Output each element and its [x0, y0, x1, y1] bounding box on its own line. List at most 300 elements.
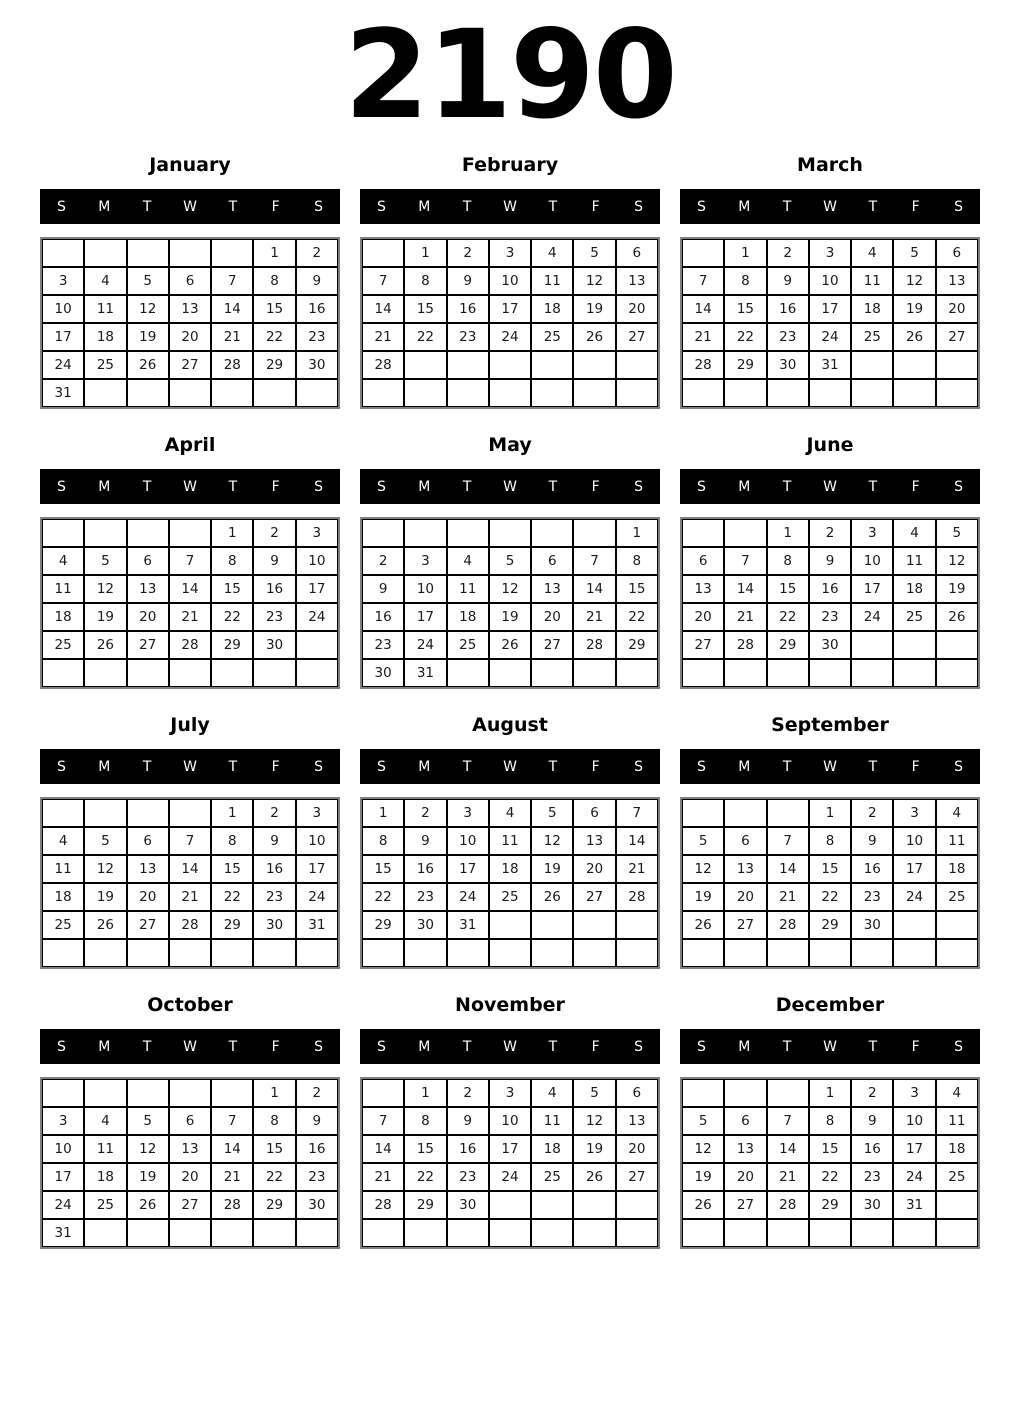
- date-cell: 3: [489, 239, 531, 267]
- month-title: March: [797, 154, 863, 176]
- date-cell: 10: [893, 827, 935, 855]
- month-november: [360, 994, 660, 1249]
- date-cell: 27: [127, 631, 169, 659]
- date-cell: 10: [404, 575, 446, 603]
- empty-cell: [169, 1079, 211, 1107]
- date-cell: 22: [253, 1163, 295, 1191]
- date-cell: 21: [362, 323, 404, 351]
- weekday-label: M: [98, 478, 111, 495]
- date-cell: 2: [253, 519, 295, 547]
- date-cell: 11: [42, 575, 84, 603]
- date-cell: 8: [253, 267, 295, 295]
- weekday-label: S: [314, 758, 324, 775]
- date-cell: 9: [767, 267, 809, 295]
- weekday-header-row: [40, 749, 340, 784]
- weekday-label: M: [738, 1038, 751, 1055]
- weekday-label: F: [591, 1038, 600, 1055]
- date-cell: 27: [573, 883, 615, 911]
- date-cell: 18: [447, 603, 489, 631]
- weekday-label: T: [228, 198, 238, 215]
- date-cell: 12: [682, 1135, 724, 1163]
- empty-cell: [682, 799, 724, 827]
- date-cell: 24: [893, 1163, 935, 1191]
- date-cell: 7: [767, 827, 809, 855]
- empty-cell: [616, 1219, 658, 1247]
- date-cell: 25: [893, 603, 935, 631]
- date-cell: 2: [362, 547, 404, 575]
- weekday-label: S: [56, 1038, 66, 1055]
- date-cell: 12: [682, 855, 724, 883]
- empty-cell: [84, 939, 126, 967]
- date-cell: 29: [767, 631, 809, 659]
- date-cell: 28: [169, 911, 211, 939]
- empty-cell: [84, 239, 126, 267]
- date-cell: 24: [296, 603, 338, 631]
- date-cell: 20: [724, 1163, 766, 1191]
- month-title: August: [472, 714, 548, 736]
- date-cell: 25: [84, 351, 126, 379]
- date-cell: 3: [296, 519, 338, 547]
- empty-cell: [362, 519, 404, 547]
- date-cell: 28: [767, 1191, 809, 1219]
- date-cell: 23: [404, 883, 446, 911]
- date-cell: 2: [809, 519, 851, 547]
- weekday-header-row: [360, 189, 660, 224]
- date-cell: 17: [42, 1163, 84, 1191]
- empty-cell: [767, 939, 809, 967]
- weekday-label: F: [591, 198, 600, 215]
- date-cell: 5: [489, 547, 531, 575]
- date-cell: 13: [724, 1135, 766, 1163]
- date-cell: 28: [211, 1191, 253, 1219]
- date-cell: 27: [127, 911, 169, 939]
- date-cell: 29: [616, 631, 658, 659]
- date-cell: 21: [362, 1163, 404, 1191]
- date-cell: 6: [531, 547, 573, 575]
- date-cell: 21: [169, 603, 211, 631]
- date-cell: 23: [253, 603, 295, 631]
- date-cell: 3: [893, 1079, 935, 1107]
- date-cell: 21: [616, 855, 658, 883]
- weekday-label: T: [462, 758, 472, 775]
- date-cell: 24: [809, 323, 851, 351]
- date-cell: 14: [362, 1135, 404, 1163]
- date-grid: [680, 517, 980, 689]
- date-cell: 4: [936, 1079, 978, 1107]
- weekday-label: T: [142, 1038, 152, 1055]
- date-cell: 8: [253, 1107, 295, 1135]
- weekday-label: M: [418, 198, 431, 215]
- date-cell: 11: [893, 547, 935, 575]
- empty-cell: [362, 379, 404, 407]
- date-cell: 14: [169, 855, 211, 883]
- date-cell: 28: [724, 631, 766, 659]
- weekday-label: S: [56, 478, 66, 495]
- date-cell: 23: [296, 1163, 338, 1191]
- date-cell: 24: [851, 603, 893, 631]
- empty-cell: [682, 1219, 724, 1247]
- date-cell: 5: [936, 519, 978, 547]
- date-cell: 28: [362, 1191, 404, 1219]
- weekday-label: W: [503, 198, 517, 215]
- date-cell: 16: [296, 1135, 338, 1163]
- empty-cell: [893, 911, 935, 939]
- empty-cell: [724, 659, 766, 687]
- empty-cell: [42, 519, 84, 547]
- date-cell: 8: [809, 827, 851, 855]
- date-cell: 13: [573, 827, 615, 855]
- date-cell: 17: [851, 575, 893, 603]
- date-cell: 11: [531, 1107, 573, 1135]
- date-cell: 23: [253, 883, 295, 911]
- date-cell: 8: [767, 547, 809, 575]
- date-cell: 30: [362, 659, 404, 687]
- date-cell: 8: [362, 827, 404, 855]
- date-cell: 15: [211, 575, 253, 603]
- date-cell: 1: [253, 1079, 295, 1107]
- date-cell: 29: [253, 1191, 295, 1219]
- date-grid: [40, 517, 340, 689]
- weekday-label: M: [738, 198, 751, 215]
- date-cell: 13: [127, 575, 169, 603]
- date-cell: 24: [489, 323, 531, 351]
- date-cell: 7: [616, 799, 658, 827]
- date-cell: 19: [531, 855, 573, 883]
- date-cell: 19: [127, 1163, 169, 1191]
- weekday-label: T: [462, 198, 472, 215]
- weekday-label: F: [911, 198, 920, 215]
- date-cell: 1: [404, 239, 446, 267]
- empty-cell: [893, 939, 935, 967]
- date-cell: 20: [169, 323, 211, 351]
- empty-cell: [211, 1219, 253, 1247]
- empty-cell: [531, 1219, 573, 1247]
- empty-cell: [127, 379, 169, 407]
- empty-cell: [851, 1219, 893, 1247]
- date-cell: 10: [296, 547, 338, 575]
- date-cell: 13: [616, 267, 658, 295]
- weekday-label: W: [503, 1038, 517, 1055]
- date-cell: 27: [682, 631, 724, 659]
- weekday-label: F: [911, 1038, 920, 1055]
- weekday-label: S: [696, 198, 706, 215]
- weekday-label: T: [868, 758, 878, 775]
- empty-cell: [253, 659, 295, 687]
- date-cell: 28: [362, 351, 404, 379]
- date-cell: 24: [489, 1163, 531, 1191]
- empty-cell: [84, 519, 126, 547]
- weekday-label: S: [634, 478, 644, 495]
- date-cell: 20: [936, 295, 978, 323]
- empty-cell: [84, 1219, 126, 1247]
- empty-cell: [404, 519, 446, 547]
- date-cell: 11: [531, 267, 573, 295]
- date-cell: 7: [169, 547, 211, 575]
- date-cell: 5: [84, 827, 126, 855]
- date-grid: [360, 237, 660, 409]
- date-cell: 20: [682, 603, 724, 631]
- empty-cell: [724, 939, 766, 967]
- weekday-label: F: [271, 198, 280, 215]
- weekday-label: M: [98, 1038, 111, 1055]
- date-cell: 20: [573, 855, 615, 883]
- empty-cell: [169, 239, 211, 267]
- month-title: October: [147, 994, 233, 1016]
- date-cell: 12: [531, 827, 573, 855]
- weekday-label: S: [954, 198, 964, 215]
- date-cell: 24: [42, 351, 84, 379]
- weekday-label: T: [142, 758, 152, 775]
- weekday-header-row: [40, 469, 340, 504]
- date-cell: 1: [767, 519, 809, 547]
- date-cell: 4: [42, 827, 84, 855]
- weekday-label: W: [183, 758, 197, 775]
- date-cell: 23: [851, 883, 893, 911]
- date-cell: 28: [573, 631, 615, 659]
- empty-cell: [893, 659, 935, 687]
- date-cell: 21: [211, 1163, 253, 1191]
- date-cell: 7: [211, 267, 253, 295]
- empty-cell: [404, 351, 446, 379]
- month-title: June: [806, 434, 854, 456]
- date-cell: 20: [127, 603, 169, 631]
- date-cell: 3: [447, 799, 489, 827]
- empty-cell: [616, 939, 658, 967]
- date-cell: 29: [253, 351, 295, 379]
- date-cell: 1: [809, 1079, 851, 1107]
- empty-cell: [767, 1079, 809, 1107]
- empty-cell: [84, 659, 126, 687]
- empty-cell: [573, 379, 615, 407]
- empty-cell: [809, 1219, 851, 1247]
- date-cell: 19: [893, 295, 935, 323]
- date-cell: 14: [724, 575, 766, 603]
- date-cell: 7: [362, 1107, 404, 1135]
- date-cell: 25: [447, 631, 489, 659]
- date-cell: 6: [682, 547, 724, 575]
- weekday-label: T: [548, 478, 558, 495]
- date-cell: 16: [253, 855, 295, 883]
- date-cell: 22: [724, 323, 766, 351]
- date-cell: 5: [682, 827, 724, 855]
- date-cell: 17: [404, 603, 446, 631]
- date-cell: 19: [573, 1135, 615, 1163]
- weekday-label: T: [782, 478, 792, 495]
- date-cell: 8: [616, 547, 658, 575]
- date-cell: 27: [936, 323, 978, 351]
- weekday-header-row: [40, 1029, 340, 1064]
- date-cell: 2: [296, 239, 338, 267]
- date-cell: 4: [489, 799, 531, 827]
- date-cell: 30: [253, 911, 295, 939]
- date-cell: 20: [724, 883, 766, 911]
- empty-cell: [767, 659, 809, 687]
- date-cell: 11: [851, 267, 893, 295]
- date-cell: 13: [169, 1135, 211, 1163]
- date-cell: 16: [253, 575, 295, 603]
- date-cell: 20: [616, 1135, 658, 1163]
- empty-cell: [362, 1079, 404, 1107]
- date-cell: 27: [531, 631, 573, 659]
- empty-cell: [84, 379, 126, 407]
- weekday-label: M: [98, 758, 111, 775]
- date-cell: 12: [573, 267, 615, 295]
- date-cell: 9: [851, 1107, 893, 1135]
- date-cell: 21: [211, 323, 253, 351]
- date-cell: 6: [724, 1107, 766, 1135]
- date-cell: 3: [42, 1107, 84, 1135]
- weekday-label: T: [548, 198, 558, 215]
- date-cell: 12: [127, 1135, 169, 1163]
- date-cell: 29: [724, 351, 766, 379]
- date-cell: 12: [127, 295, 169, 323]
- weekday-label: S: [954, 1038, 964, 1055]
- date-cell: 14: [682, 295, 724, 323]
- date-cell: 15: [404, 1135, 446, 1163]
- empty-cell: [573, 659, 615, 687]
- empty-cell: [724, 1219, 766, 1247]
- date-grid: [680, 797, 980, 969]
- empty-cell: [362, 1219, 404, 1247]
- date-cell: 31: [404, 659, 446, 687]
- date-grid: [360, 517, 660, 689]
- weekday-label: S: [376, 1038, 386, 1055]
- empty-cell: [127, 659, 169, 687]
- date-cell: 31: [893, 1191, 935, 1219]
- empty-cell: [616, 351, 658, 379]
- date-cell: 12: [936, 547, 978, 575]
- empty-cell: [253, 379, 295, 407]
- date-cell: 29: [404, 1191, 446, 1219]
- date-cell: 1: [253, 239, 295, 267]
- empty-cell: [127, 1219, 169, 1247]
- date-cell: 16: [404, 855, 446, 883]
- date-cell: 22: [362, 883, 404, 911]
- weekday-label: S: [376, 478, 386, 495]
- empty-cell: [573, 911, 615, 939]
- date-cell: 19: [573, 295, 615, 323]
- weekday-header-row: [360, 749, 660, 784]
- date-cell: 16: [362, 603, 404, 631]
- date-cell: 3: [893, 799, 935, 827]
- date-cell: 21: [169, 883, 211, 911]
- date-cell: 25: [531, 323, 573, 351]
- date-cell: 31: [447, 911, 489, 939]
- date-cell: 5: [682, 1107, 724, 1135]
- date-cell: 30: [767, 351, 809, 379]
- month-february: [360, 154, 660, 409]
- date-cell: 17: [489, 295, 531, 323]
- date-cell: 28: [616, 883, 658, 911]
- weekday-header-row: [680, 469, 980, 504]
- date-cell: 27: [616, 323, 658, 351]
- date-cell: 18: [42, 603, 84, 631]
- date-cell: 29: [809, 911, 851, 939]
- empty-cell: [84, 1079, 126, 1107]
- date-cell: 28: [682, 351, 724, 379]
- weekday-label: S: [696, 1038, 706, 1055]
- date-cell: 4: [936, 799, 978, 827]
- date-cell: 15: [724, 295, 766, 323]
- date-cell: 25: [851, 323, 893, 351]
- date-cell: 9: [362, 575, 404, 603]
- weekday-label: T: [868, 1038, 878, 1055]
- date-cell: 10: [851, 547, 893, 575]
- month-april: [40, 434, 340, 689]
- date-cell: 14: [169, 575, 211, 603]
- date-cell: 16: [447, 1135, 489, 1163]
- date-cell: 30: [296, 351, 338, 379]
- date-cell: 6: [169, 267, 211, 295]
- date-cell: 8: [404, 1107, 446, 1135]
- empty-cell: [851, 659, 893, 687]
- date-cell: 19: [84, 603, 126, 631]
- date-cell: 31: [42, 379, 84, 407]
- date-cell: 4: [531, 239, 573, 267]
- empty-cell: [489, 659, 531, 687]
- weekday-label: F: [271, 478, 280, 495]
- weekday-label: F: [271, 1038, 280, 1055]
- month-june: [680, 434, 980, 689]
- empty-cell: [809, 659, 851, 687]
- empty-cell: [42, 659, 84, 687]
- empty-cell: [936, 911, 978, 939]
- date-cell: 2: [404, 799, 446, 827]
- date-cell: 24: [42, 1191, 84, 1219]
- date-cell: 1: [404, 1079, 446, 1107]
- date-cell: 26: [573, 323, 615, 351]
- weekday-label: T: [868, 478, 878, 495]
- date-cell: 26: [573, 1163, 615, 1191]
- weekday-label: W: [503, 758, 517, 775]
- empty-cell: [893, 1219, 935, 1247]
- date-cell: 4: [84, 267, 126, 295]
- empty-cell: [809, 379, 851, 407]
- date-cell: 22: [404, 1163, 446, 1191]
- date-cell: 10: [42, 295, 84, 323]
- empty-cell: [936, 379, 978, 407]
- date-cell: 30: [809, 631, 851, 659]
- weekday-label: T: [782, 198, 792, 215]
- empty-cell: [127, 519, 169, 547]
- date-cell: 9: [809, 547, 851, 575]
- date-cell: 26: [936, 603, 978, 631]
- empty-cell: [127, 1079, 169, 1107]
- date-cell: 5: [893, 239, 935, 267]
- weekday-label: W: [183, 1038, 197, 1055]
- date-cell: 17: [893, 1135, 935, 1163]
- weekday-label: S: [314, 1038, 324, 1055]
- date-cell: 3: [42, 267, 84, 295]
- date-cell: 2: [447, 1079, 489, 1107]
- date-cell: 18: [531, 295, 573, 323]
- empty-cell: [489, 1191, 531, 1219]
- empty-cell: [893, 379, 935, 407]
- empty-cell: [682, 659, 724, 687]
- empty-cell: [573, 939, 615, 967]
- empty-cell: [211, 239, 253, 267]
- empty-cell: [616, 911, 658, 939]
- weekday-label: T: [462, 1038, 472, 1055]
- weekday-label: F: [591, 758, 600, 775]
- date-cell: 5: [127, 1107, 169, 1135]
- date-cell: 26: [893, 323, 935, 351]
- date-cell: 17: [489, 1135, 531, 1163]
- empty-cell: [447, 659, 489, 687]
- date-cell: 24: [447, 883, 489, 911]
- date-cell: 18: [42, 883, 84, 911]
- date-cell: 30: [253, 631, 295, 659]
